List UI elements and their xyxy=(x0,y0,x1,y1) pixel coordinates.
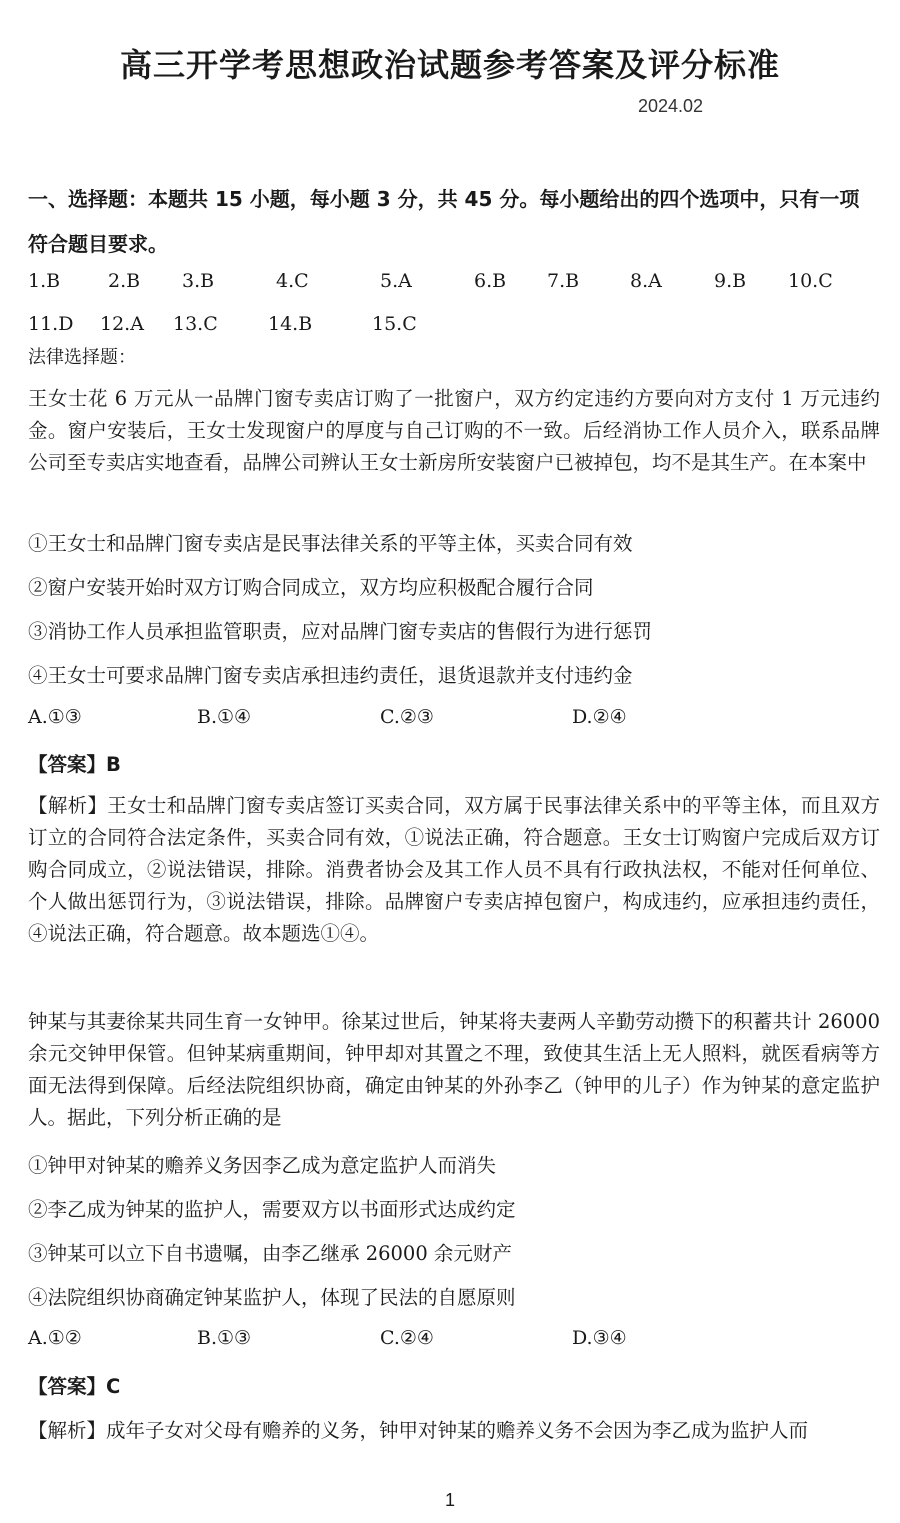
question-1-analysis: 【解析】王女士和品牌门窗专卖店签订买卖合同，双方属于民事法律关系中的平等主体，而且双方订立的合同符合法定条件，买卖合同有效，①说法正确，符合题意。王女士订购窗户完成后双方订购合同成立，②说法错误，排除。消费者协会及其工作人员不具有行政执法权，不能对任何单位、个人做出惩罚行为，③说法错误，排除。品牌窗户专卖店掉包窗户，构成违约，应承担违约责任，④说法正确，符合题意。故本题选①④。 xyxy=(28,794,880,945)
answer-key-item: 14.B xyxy=(268,313,313,335)
question-2-option: C.②④ xyxy=(380,1327,434,1349)
question-2-statement: ③钟某可以立下自书遗嘱，由李乙继承 26000 余元财产 xyxy=(28,1242,512,1265)
answer-key-item: 15.C xyxy=(372,313,417,335)
answer-key-item: 10.C xyxy=(788,270,833,292)
answer-key-item: 1.B xyxy=(28,270,61,292)
question-1-option: B.①④ xyxy=(197,706,252,728)
question-1-statement: ④王女士可要求品牌门窗专卖店承担违约责任，退货退款并支付违约金 xyxy=(28,664,633,687)
answer-key-item: 13.C xyxy=(173,313,218,335)
question-2-stem: 钟某与其妻徐某共同生育一女钟甲。徐某过世后，钟某将夫妻两人辛勤劳动攒下的积蓄共计 26000 余元交钟甲保管。但钟某病重期间，钟甲却对其置之不理，致使其生活上无人照料，就医看病等方面无法得到保障。后经法院组织协商，确定由钟某的外孙李乙（钟甲的儿子）作为钟某的意定监护人。据此，下列分析正确的是 xyxy=(28,1010,880,1129)
answer-key-item: 5.A xyxy=(380,270,412,292)
section-heading-line2: 符合题目要求。 xyxy=(28,232,168,256)
question-2-option: A.①② xyxy=(28,1327,82,1349)
question-1-option: C.②③ xyxy=(380,706,434,728)
question-2-answer: 【答案】C xyxy=(28,1375,121,1398)
question-2-statement: ④法院组织协商确定钟某监护人，体现了民法的自愿原则 xyxy=(28,1286,516,1309)
answer-key-item: 4.C xyxy=(276,270,309,292)
answer-key-item: 3.B xyxy=(182,270,215,292)
question-2-option: B.①③ xyxy=(197,1327,252,1349)
page-number: 1 xyxy=(444,1490,455,1510)
question-1-answer: 【答案】B xyxy=(28,753,121,776)
question-2-option: D.③④ xyxy=(572,1327,627,1349)
legal-section-label: 法律选择题： xyxy=(28,347,136,368)
question-1-stem: 王女士花 6 万元从一品牌门窗专卖店订购了一批窗户，双方约定违约方要向对方支付 1 万元违约金。窗户安装后，王女士发现窗户的厚度与自己订购的不一致。后经消协工作人员介入，联系品牌公司至专卖店实地查看，品牌公司辨认王女士新房所安装窗户已被掉包，均不是其生产。在本案中 xyxy=(28,387,880,474)
question-2-analysis: 【解析】成年子女对父母有赡养的义务，钟甲对钟某的赡养义务不会因为李乙成为监护人而 xyxy=(28,1419,809,1442)
answer-key-item: 6.B xyxy=(474,270,507,292)
answer-key-item: 7.B xyxy=(547,270,580,292)
question-1-statement: ②窗户安装开始时双方订购合同成立，双方均应积极配合履行合同 xyxy=(28,576,594,599)
document-date: 2024.02 xyxy=(638,96,704,116)
section-heading-line1: 一、选择题：本题共 15 小题，每小题 3 分，共 45 分。每小题给出的四个选项中，只有一项 xyxy=(28,187,860,211)
answer-key-item: 8.A xyxy=(630,270,662,292)
answer-key-item: 2.B xyxy=(108,270,141,292)
answer-key-item: 12.A xyxy=(100,313,144,335)
question-1-option: D.②④ xyxy=(572,706,627,728)
question-2-statement: ②李乙成为钟某的监护人，需要双方以书面形式达成约定 xyxy=(28,1198,516,1221)
question-1-statement: ③消协工作人员承担监管职责，应对品牌门窗专卖店的售假行为进行惩罚 xyxy=(28,620,653,643)
question-2-statement: ①钟甲对钟某的赡养义务因李乙成为意定监护人而消失 xyxy=(28,1154,497,1177)
question-1-option: A.①③ xyxy=(28,706,82,728)
question-1-statement: ①王女士和品牌门窗专卖店是民事法律关系的平等主体，买卖合同有效 xyxy=(28,532,633,555)
document-title: 高三开学考思想政治试题参考答案及评分标准 xyxy=(119,46,780,84)
answer-key-item: 9.B xyxy=(714,270,747,292)
answer-key-item: 11.D xyxy=(28,313,74,335)
